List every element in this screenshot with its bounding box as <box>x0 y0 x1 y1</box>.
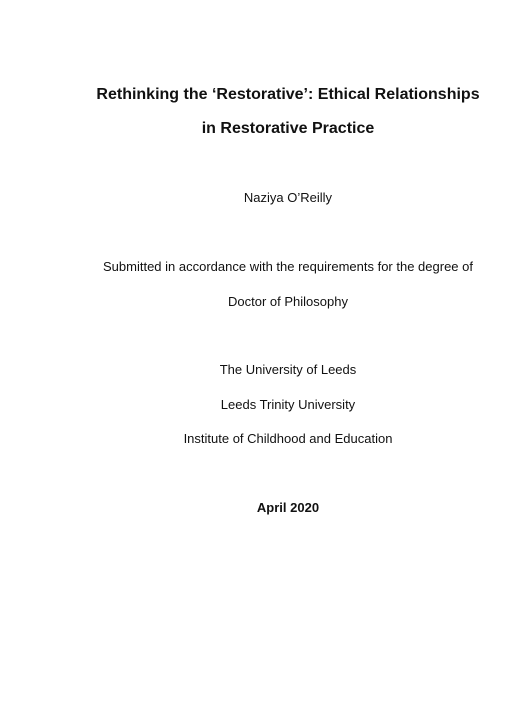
thesis-title-line-1: Rethinking the ‘Restorative’: Ethical Relationships <box>96 86 480 103</box>
author-name: Naziya O’Reilly <box>243 190 333 205</box>
institution-university-of-leeds: The University of Leeds <box>219 362 357 377</box>
degree-name: Doctor of Philosophy <box>228 294 348 309</box>
thesis-title-line-2: in Restorative Practice <box>201 120 375 137</box>
submission-statement: Submitted in accordance with the requirements for the degree of <box>103 259 473 274</box>
submission-date: April 2020 <box>256 500 320 515</box>
institution-leeds-trinity: Leeds Trinity University <box>220 397 356 412</box>
institution-childhood-education: Institute of Childhood and Education <box>183 431 393 446</box>
